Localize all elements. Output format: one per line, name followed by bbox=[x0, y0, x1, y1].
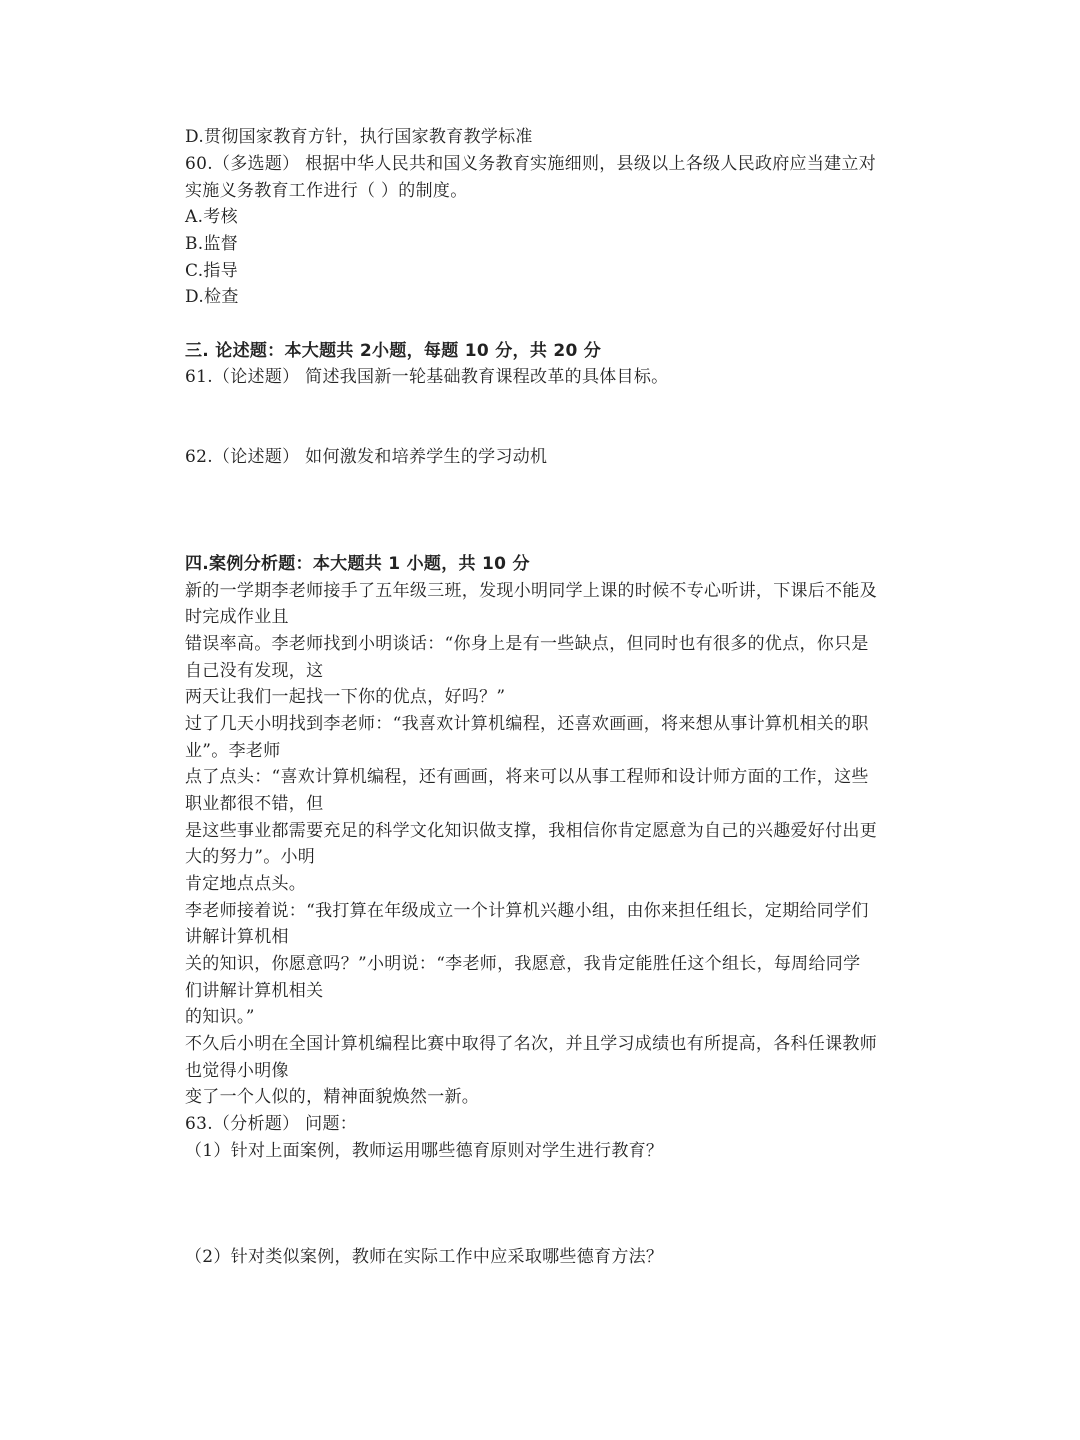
case-line: 是这些事业都需要充足的科学文化知识做支撑，我相信你肯定愿意为自己的兴趣爱好付出更 bbox=[185, 821, 877, 841]
q60-stem-line-1: 60.（多选题） 根据中华人民共和国义务教育实施细则，县级以上各级人民政府应当建立对 bbox=[185, 154, 877, 174]
case-line: 不久后小明在全国计算机编程比赛中取得了名次，并且学习成绩也有所提高，各科任课教师 bbox=[185, 1034, 877, 1054]
case-line: 自己没有发现，这 bbox=[185, 661, 324, 681]
q63-subquestion-2: （2）针对类似案例，教师在实际工作中应采取哪些德育方法？ bbox=[185, 1247, 664, 1267]
case-line: 两天让我们一起找一下你的优点，好吗？” bbox=[185, 687, 506, 707]
case-line: 新的一学期李老师接手了五年级三班，发现小明同学上课的时候不专心听讲，下课后不能及 bbox=[185, 581, 877, 601]
section-3-heading: 三. 论述题：本大题共 2小题，每题 10 分，共 20 分 bbox=[185, 341, 602, 361]
case-line: 也觉得小明像 bbox=[185, 1061, 289, 1081]
q60-stem-line-2: 实施义务教育工作进行（ ）的制度。 bbox=[185, 181, 468, 201]
q60-option-d: D.检查 bbox=[185, 287, 239, 307]
q63-title: 63.（分析题） 问题： bbox=[185, 1114, 358, 1134]
q59-option-d: D.贯彻国家教育方针，执行国家教育教学标准 bbox=[185, 127, 533, 147]
case-line: 点了点头：“喜欢计算机编程，还有画画，将来可以从事工程师和设计师方面的工作，这些 bbox=[185, 767, 869, 787]
q61-stem: 61.（论述题） 简述我国新一轮基础教育课程改革的具体目标。 bbox=[185, 367, 669, 387]
case-line: 李老师接着说：“我打算在年级成立一个计算机兴趣小组，由你来担任组长，定期给同学们 bbox=[185, 901, 869, 921]
q63-subquestion-1: （1）针对上面案例，教师运用哪些德育原则对学生进行教育？ bbox=[185, 1141, 664, 1161]
case-line: 过了几天小明找到李老师：“我喜欢计算机编程，还喜欢画画，将来想从事计算机相关的职 bbox=[185, 714, 869, 734]
q60-option-b: B.监督 bbox=[185, 234, 239, 254]
case-line: 大的努力”。小明 bbox=[185, 847, 316, 867]
case-line: 错误率高。李老师找到小明谈话：“你身上是有一些缺点，但同时也有很多的优点，你只是 bbox=[185, 634, 869, 654]
q60-option-a: A.考核 bbox=[185, 207, 238, 227]
case-line: 业”。李老师 bbox=[185, 741, 281, 761]
case-line: 变了一个人似的，精神面貌焕然一新。 bbox=[185, 1087, 480, 1107]
q62-stem: 62.（论述题） 如何激发和培养学生的学习动机 bbox=[185, 447, 548, 467]
case-line: 职业都很不错，但 bbox=[185, 794, 324, 814]
case-line: 时完成作业且 bbox=[185, 607, 289, 627]
case-line: 们讲解计算机相关 bbox=[185, 981, 324, 1001]
section-4-heading: 四.案例分析题：本大题共 1 小题，共 10 分 bbox=[185, 554, 530, 574]
case-line: 肯定地点点头。 bbox=[185, 874, 307, 894]
case-line: 讲解计算机相 bbox=[185, 927, 289, 947]
case-line: 的知识。” bbox=[185, 1007, 255, 1027]
case-line: 关的知识，你愿意吗？”小明说：“李老师，我愿意，我肯定能胜任这个组长，每周给同学 bbox=[185, 954, 861, 974]
q60-option-c: C.指导 bbox=[185, 261, 239, 281]
